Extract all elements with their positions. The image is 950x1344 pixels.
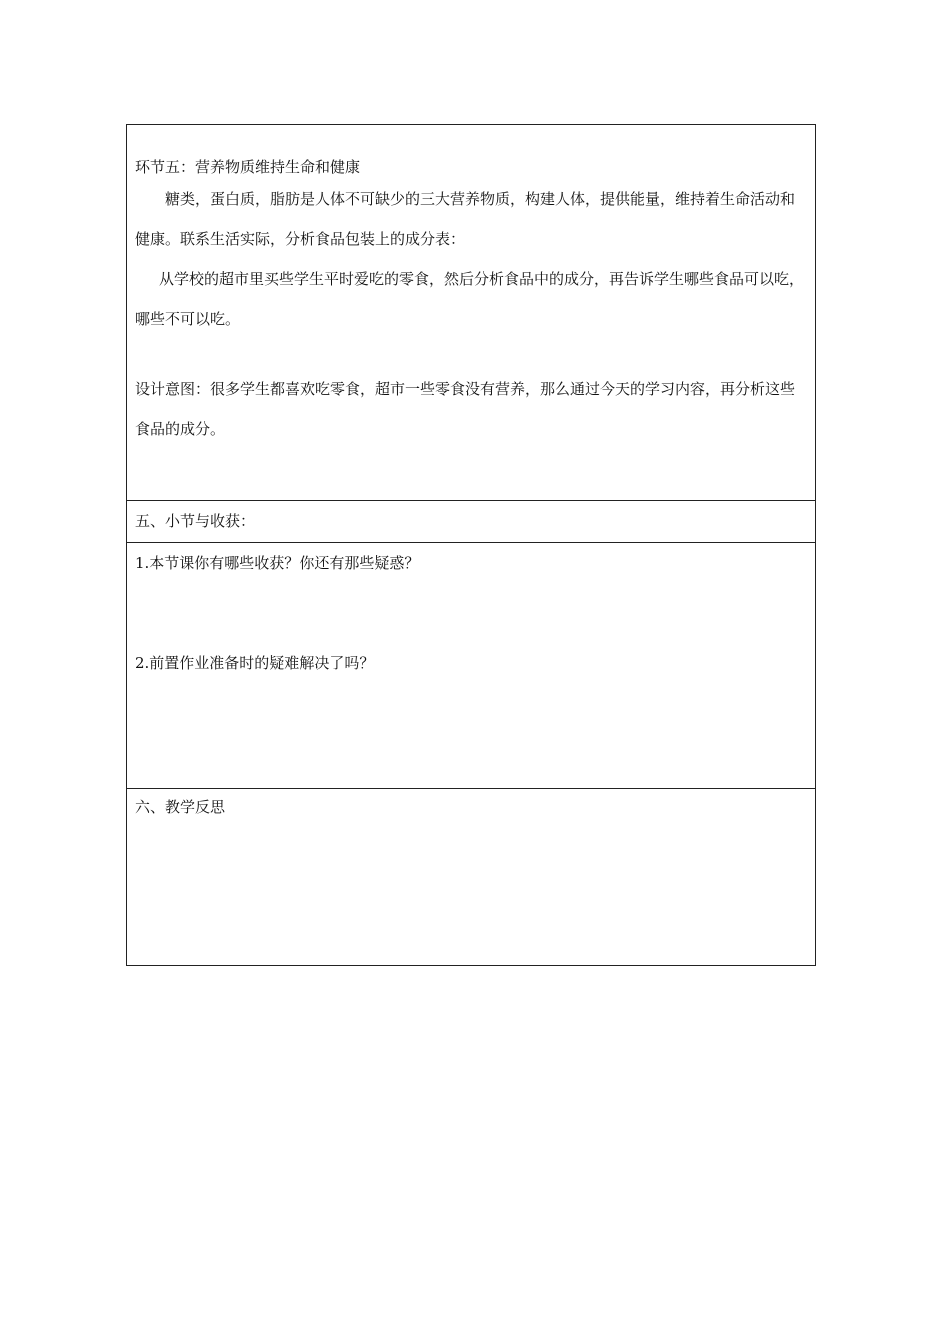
summary-questions-cell — [127, 543, 816, 789]
table-row — [127, 543, 816, 789]
table-row — [127, 789, 816, 966]
table-row — [127, 125, 816, 501]
summary-question-1: 1.本节课你有哪些收获？你还有那些疑惑？ — [135, 554, 420, 572]
section-five-cell — [127, 125, 816, 501]
summary-question-2: 2.前置作业准备时的疑难解决了吗？ — [135, 654, 375, 672]
spacer — [135, 339, 807, 369]
spacer — [135, 575, 807, 651]
section-five-paragraph-snacks: 从学校的超市里买些学生平时爱吃的零食，然后分析食品中的成分，再告诉学生哪些食品可以吃，哪些不可以吃。 — [135, 270, 805, 328]
section-five-heading: 环节五：营养物质维持生命和健康 — [135, 158, 361, 176]
design-intent-paragraph: 设计意图：很多学生都喜欢吃零食，超市一些零食没有营养，那么通过今天的学习内容，再分析这些食品的成分。 — [135, 380, 796, 438]
reflection-cell — [127, 789, 816, 966]
section-five-paragraph-nutrients: 糖类，蛋白质，脂肪是人体不可缺少的三大营养物质，构建人体，提供能量，维持着生命活动和健康。联系生活实际，分析食品包装上的成分表： — [135, 190, 796, 248]
summary-heading: 五、小节与收获： — [135, 512, 256, 530]
reflection-heading: 六、教学反思 — [135, 798, 226, 816]
summary-heading-cell — [127, 501, 816, 543]
lesson-plan-table — [126, 124, 816, 966]
table-row — [127, 501, 816, 543]
